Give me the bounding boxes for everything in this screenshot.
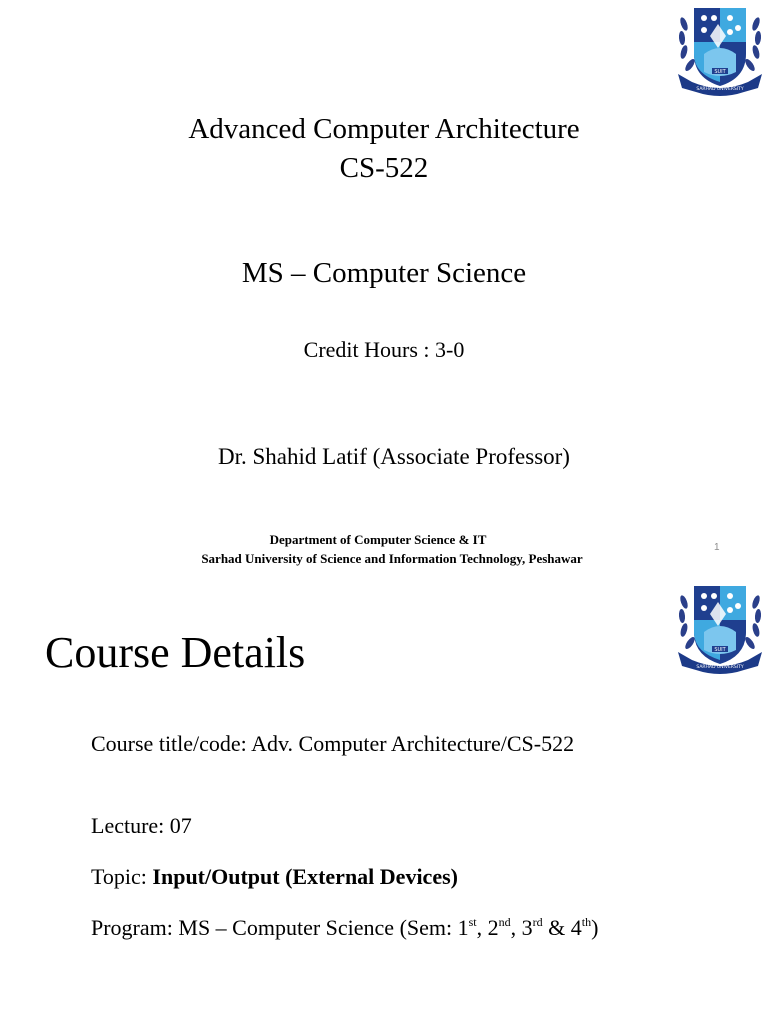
topic-value: Input/Output (External Devices) — [152, 864, 458, 889]
topic-label: Topic: — [91, 864, 153, 889]
sem1-suffix: st — [468, 915, 477, 929]
university-logo-icon — [674, 2, 766, 97]
svg-text:SARHAD UNIVERSITY: SARHAD UNIVERSITY — [696, 665, 744, 670]
slide-heading: Course Details — [45, 628, 306, 677]
svg-text:SUIT: SUIT — [714, 647, 726, 653]
credit-hours: Credit Hours : 3-0 — [303, 337, 465, 362]
page-number: 1 — [714, 542, 720, 553]
sem2-suffix: nd — [498, 915, 511, 929]
topic-line — [91, 862, 458, 892]
university-logo-icon — [674, 580, 766, 675]
university-name: Sarhad University of Science and Information Technology, Peshawar — [201, 551, 583, 566]
sem-separator: , 2 — [476, 915, 499, 940]
program-line — [91, 913, 598, 943]
sem-separator: & 4 — [542, 915, 582, 940]
sem4-suffix: th — [581, 915, 592, 929]
department-name: Department of Computer Science & IT — [269, 532, 487, 547]
sem-separator: , 3 — [510, 915, 533, 940]
course-details-slide — [0, 575, 768, 1024]
program-name: MS – Computer Science — [241, 257, 527, 289]
instructor-name: Dr. Shahid Latif (Associate Professor) — [218, 444, 570, 469]
sem3-suffix: rd — [532, 915, 543, 929]
svg-text:SUIT: SUIT — [714, 69, 726, 75]
svg-text:SARHAD UNIVERSITY: SARHAD UNIVERSITY — [696, 87, 744, 92]
course-title: Advanced Computer Architecture — [188, 113, 580, 145]
course-code: CS-522 — [339, 152, 429, 184]
lecture-number: Lecture: 07 — [91, 813, 192, 838]
course-title-code: Course title/code: Adv. Computer Architecture/CS-522 — [91, 731, 575, 756]
program-prefix: Program: MS – Computer Science (Sem: 1 — [91, 915, 469, 940]
program-suffix: ) — [591, 915, 599, 940]
